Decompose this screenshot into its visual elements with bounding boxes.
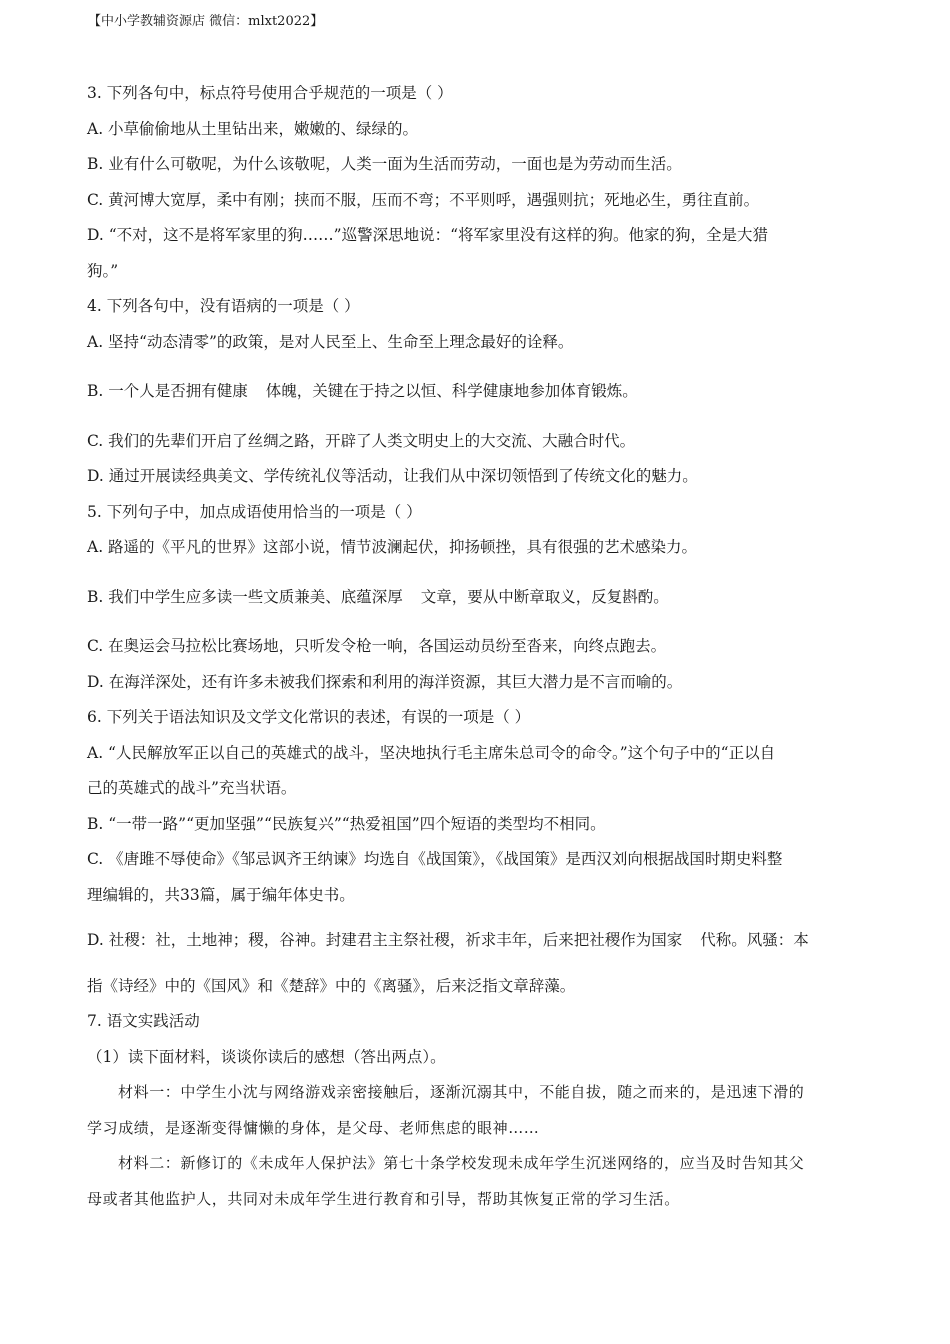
question-4 [87,289,867,495]
question-6 [87,700,867,1004]
question-6-option-a-line1: A. “人民解放军正以自己的英雄式的战斗，坚决地执行毛主席朱总司令的命令。”这个句子中的“正以自 [87,743,776,762]
question-5-option-c: C. 在奥运会马拉松比赛场地，只听发令枪一响，各国运动员纷至沓来，向终点跑去。 [87,637,667,655]
question-6-option-c-line1: C. 《唐雎不辱使命》《邹忌讽齐王纳谏》均选自《战国策》，《战国策》是西汉刘向根据战国时期史料整 [87,850,783,868]
question-4-option-b-start: B. 一个人是否拥有健康 [87,382,248,400]
question-6-option-d-line2: 指《诗经》中的《国风》和《楚辞》中的《离骚》，后来泛指文章辞藻。 [87,976,576,995]
question-6-option-a-line2: 己的英雄式的战斗”充当状语。 [87,779,297,797]
material-one-line2: 学习成绩，是逐渐变得慵懒的身体，是父母、老师焦虑的眼神…… [87,1118,540,1137]
material-two-line2: 母或者其他监护人，共同对未成年学生进行教育和引导，帮助其恢复正常的学习生活。 [87,1189,680,1208]
question-4-option-a: A. 坚持“动态清零”的政策，是对人民至上、生命至上理念最好的诠释。 [87,332,574,351]
question-7-subquestion-1: （1）读下面材料，谈谈你读后的感想（答出两点）。 [87,1047,446,1066]
question-5-option-b [87,580,867,616]
question-3 [87,76,867,289]
question-6-stem: 6. 下列关于语法知识及文学文化常识的表述，有误的一项是（ ） [87,708,531,726]
question-4-stem: 4. 下列各句中，没有语病的一项是（ ） [87,297,360,315]
question-3-option-b: B. 业有什么可敬呢，为什么该敬呢，人类一面为生活而劳动，一面也是为劳动而生活。 [87,155,682,173]
question-5 [87,495,867,701]
question-7-title: 7. 语文实践活动 [87,1012,200,1030]
question-3-option-a: A. 小草偷偷地从土里钻出来，嫩嫩的、绿绿的。 [87,119,419,138]
question-5-option-d: D. 在海洋深处，还有许多未被我们探索和利用的海洋资源，其巨大潜力是不言而喻的。 [87,672,683,691]
question-7 [87,1004,867,1217]
question-5-option-b-end: 文章，要从中断章取义，反复斟酌。 [420,587,669,606]
material-two-line1: 材料二：新修订的《未成年人保护法》第七十条学校发现未成年学生沉迷网络的，应当及时告知其父 [118,1154,805,1172]
question-3-option-c: C. 黄河博大宽厚，柔中有刚；挟而不服，压而不弯；不平则呼，遇强则抗；死地必生，勇往直前。 [87,190,760,209]
exam-content [87,76,867,1217]
page-header-source: 【中小学教辅资源店 微信：mlxt2022】 [88,14,324,29]
question-5-option-a: A. 路遥的《平凡的世界》这部小说，情节波澜起伏，抑扬顿挫，具有很强的艺术感染力。 [87,538,698,556]
question-6-option-d-start: D. 社稷：社，土地神；稷，谷神。封建君主主祭社稷，祈求丰年，后来把社稷作为国家 [87,931,683,949]
question-4-option-b [87,374,867,410]
question-4-option-b-end: 体魄，关键在于持之以恒、科学健康地参加体育锻炼。 [265,382,638,400]
question-6-option-b: B. “一带一路”“更加坚强”“民族复兴”“热爱祖国”四个短语的类型均不相同。 [87,814,606,833]
question-6-option-d-line1 [87,923,867,959]
question-4-option-d: D. 通过开展读经典美文、学传统礼仪等活动，让我们从中深切领悟到了传统文化的魅力。 [87,467,698,485]
question-5-option-b-start: B. 我们中学生应多读一些文质兼美、底蕴深厚 [87,587,403,606]
material-one-line1: 材料一：中学生小沈与网络游戏亲密接触后，逐渐沉溺其中，不能自拔，随之而来的，是迅速下滑的 [118,1083,805,1101]
question-4-option-c: C. 我们的先辈们开启了丝绸之路，开辟了人类文明史上的大交流、大融合时代。 [87,431,636,450]
question-5-stem: 5. 下列句子中，加点成语使用恰当的一项是（ ） [87,502,422,521]
question-6-option-c-line2: 理编辑的，共33篇，属于编年体史书。 [87,885,355,904]
question-3-option-d-line1: D. “不对，这不是将军家里的狗……”巡警深思地说：“将军家里没有这样的狗。他家的狗，全是大猎 [87,226,769,244]
question-3-stem: 3. 下列各句中，标点符号使用合乎规范的一项是（ ） [87,84,453,102]
question-3-option-d-line2: 狗。” [87,261,119,280]
question-6-option-d-end: 代称。风骚：本 [700,931,809,949]
